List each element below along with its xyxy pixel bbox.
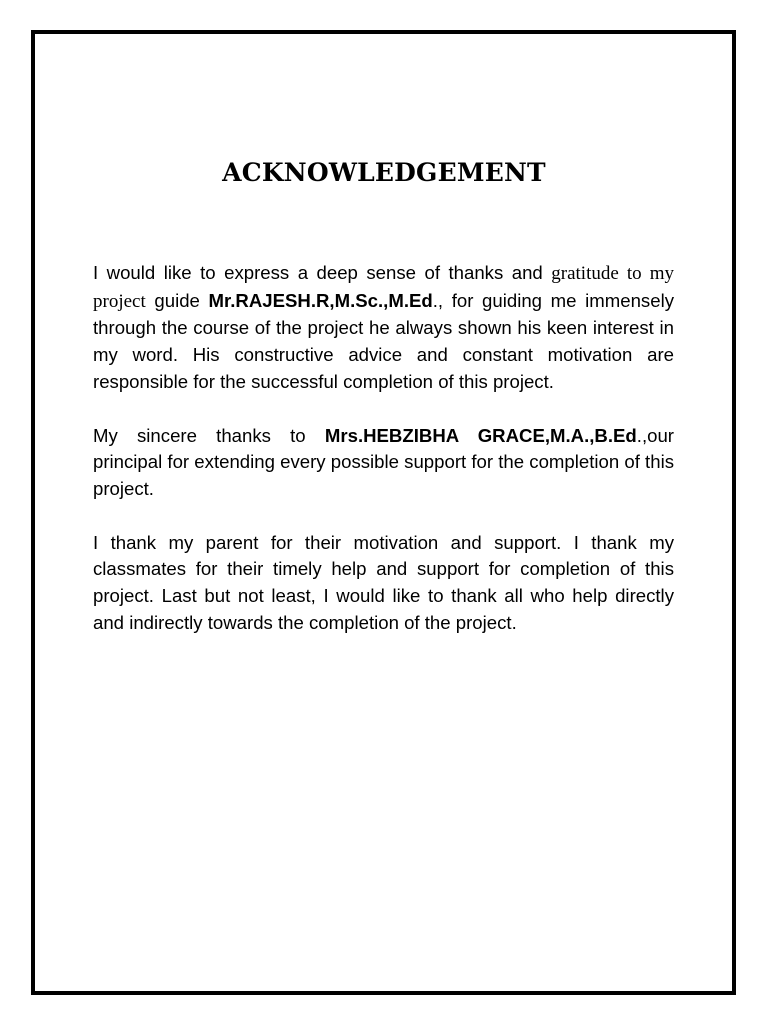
principal-name: Mrs.HEBZIBHA GRACE,M.A.,B.Ed (324, 424, 637, 446)
paragraph-2-text-b: .,our principal for extending every possible support for the completion of this project. (93, 424, 674, 499)
paragraph-1-serif-text: gratitude to my project (93, 263, 674, 312)
guide-name: Mr.RAJESH.R,M.Sc.,M.Ed (208, 289, 433, 311)
paragraph-3 (93, 530, 674, 637)
paragraph-2 (93, 423, 674, 503)
paragraph-3-text: I thank my parent for their motivation and support. I thank my classmates for their timely help and support for completion of this project. Last but not least, I would like to thank all who help directly and indirectly towards the completion of the project. (93, 531, 674, 633)
page-title: ACKNOWLEDGEMENT (222, 158, 546, 187)
paragraph-1-text-a: I would like to express a deep sense of thanks and (93, 262, 552, 283)
paragraph-1-text-c: ., for guiding me immensely through the course of the project he always shown his keen interest in my word. His constructive advice and constant motivation are responsible for the successful completion of this project. (93, 289, 674, 392)
document-body (93, 260, 674, 663)
paragraph-1 (93, 260, 674, 396)
paragraph-1-text-b: guide (145, 289, 209, 311)
paragraph-2-text-a: My sincere thanks to (93, 424, 325, 446)
